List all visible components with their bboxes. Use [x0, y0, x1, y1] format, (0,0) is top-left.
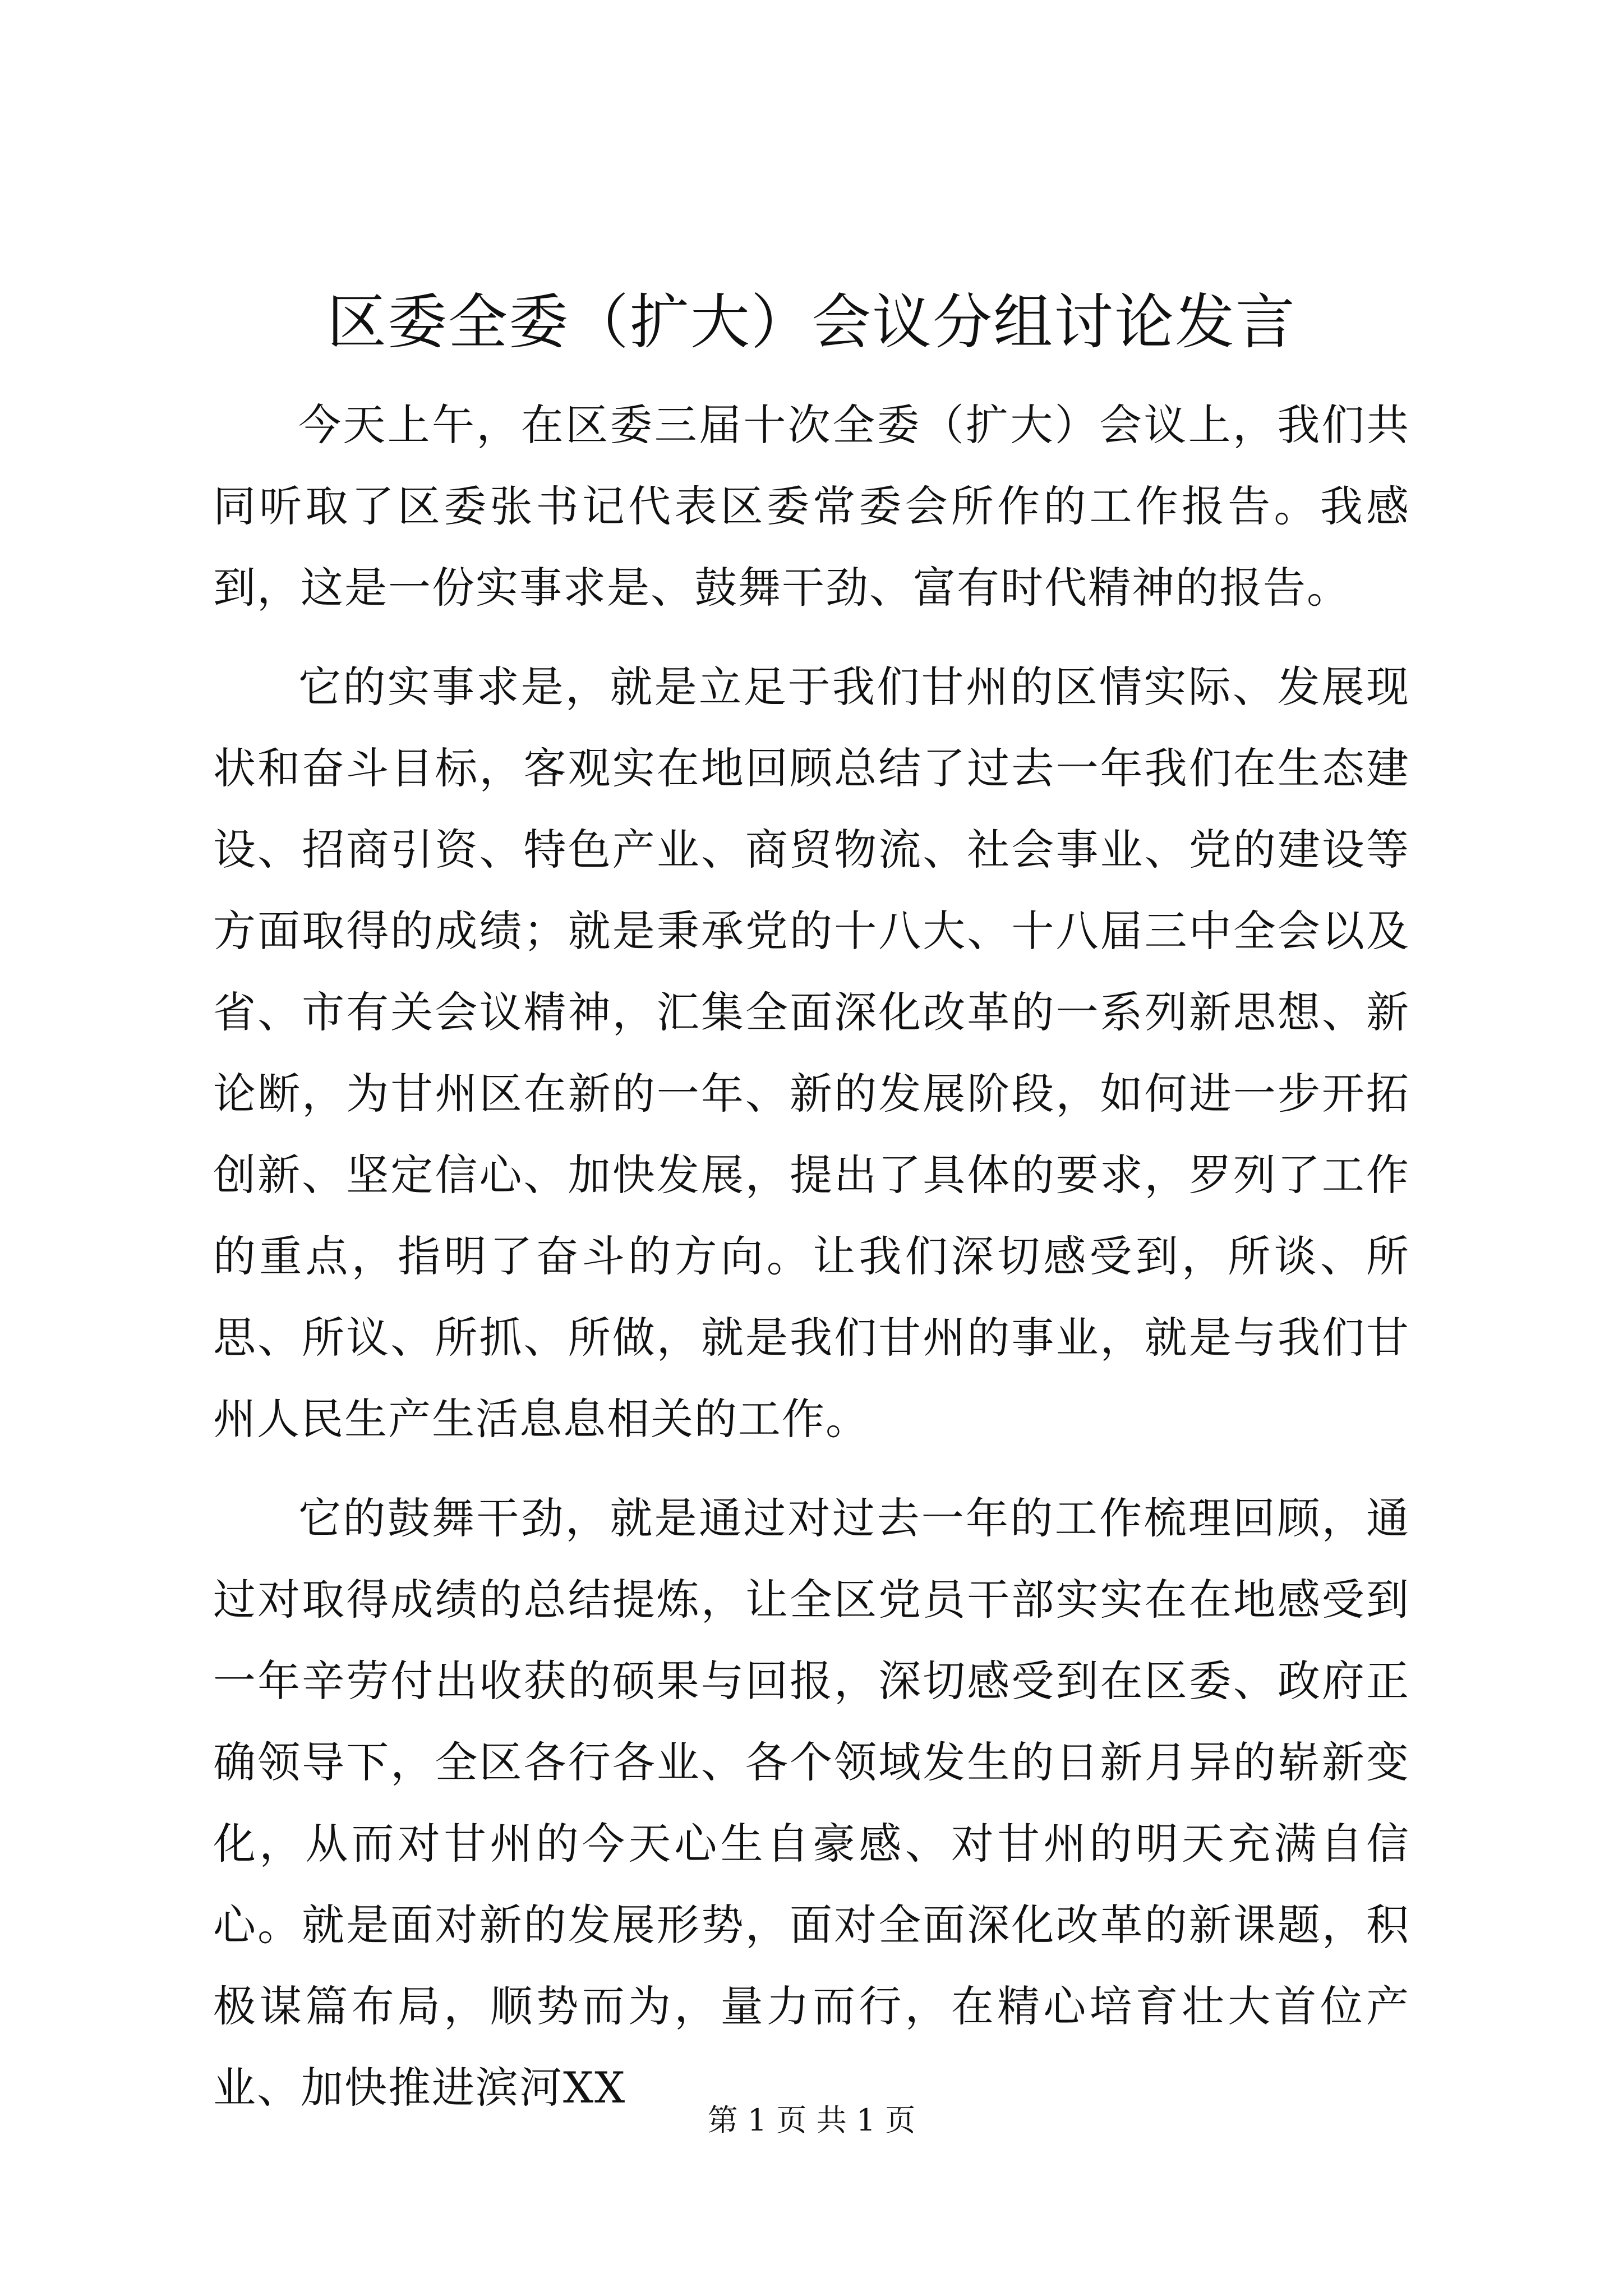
- paragraph-2: 它的实事求是，就是立足于我们甘州的区情实际、发展现状和奋斗目标，客观实在地回顾总结了过去一年我们在生态建设、招商引资、特色产业、商贸物流、社会事业、党的建设等方面取得的成绩；就是秉承党的十八大、十八届三中全会以及省、市有关会议精神，汇集全面深化改革的一系列新思想、新论断，为甘州区在新的一年、新的发展阶段，如何进一步开拓创新、坚定信心、加快发展，提出了具体的要求，罗列了工作的重点，指明了奋斗的方向。让我们深切感受到，所谈、所思、所议、所抓、所做，就是我们甘州的事业，就是与我们甘州人民生产生活息息相关的工作。: [213, 662, 1410, 1444]
- paragraph-3: 它的鼓舞干劲，就是通过对过去一年的工作梳理回顾，通过对取得成绩的总结提炼，让全区党员干部实实在在地感受到一年辛劳付出收获的硕果与回报，深切感受到在区委、政府正确领导下，全区各行各业、各个领域发生的日新月异的崭新变化，从而对甘州的今天心生自豪感、对甘州的明天充满自信心。就是面对新的发展形势，面对全面深化改革的新课题，积极谋篇布局，顺势而为，量力而行，在精心培育壮大首位产业、加快推进滨河XX: [213, 1493, 1410, 2113]
- document-body: [213, 384, 1410, 2128]
- page-footer: 第 1 页 共 1 页: [707, 2102, 916, 2138]
- paragraph-1: 今天上午，在区委三届十次全委（扩大）会议上，我们共同听取了区委张书记代表区委常委会所作的工作报告。我感到，这是一份实事求是、鼓舞干劲、富有时代精神的报告。: [213, 400, 1410, 613]
- document-title: 区委全委（扩大）会议分组讨论发言: [327, 288, 1296, 357]
